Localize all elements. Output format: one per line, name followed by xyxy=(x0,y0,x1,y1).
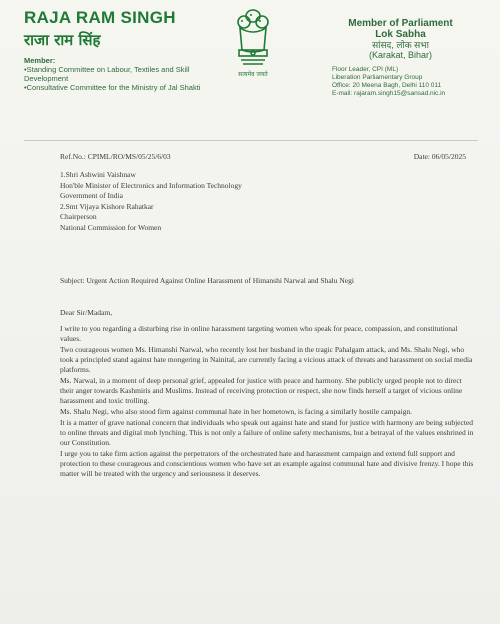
recipient-line: 1.Shri Ashwini Vaishnaw xyxy=(60,170,136,179)
body-paragraph: Ms. Narwal, in a moment of deep personal grief, appealed for justice with peace and harmony. She publicly urged people not to direct their anger towards Kashmiris and Muslims. Instead of receiving protection or respect, she now finds herself a target of vicious online harassment and toxic trolling. xyxy=(60,376,463,405)
mp-name-english: RAJA RAM SINGH xyxy=(24,8,176,27)
letter-subject: Subject: Urgent Action Required Against Online Harassment of Himanshi Narwal and Shalu Negi xyxy=(60,276,354,285)
mp-title: Member of Parliament xyxy=(348,18,453,29)
member-label: Member: xyxy=(24,56,56,65)
recipient-line: Hon'ble Minister of Electronics and Information Technology xyxy=(60,180,242,190)
header-divider xyxy=(24,140,478,141)
recipient-line: National Commission for Women xyxy=(60,222,162,232)
committee-item: •Standing Committee on Labour, Textiles and Skill Development xyxy=(24,65,190,83)
recipient-line: Government of India xyxy=(60,191,123,200)
parliamentary-group: Liberation Parliamentary Group xyxy=(332,74,423,81)
email-address: E-mail: rajaram.singh15@sansad.nic.in xyxy=(332,90,446,97)
contact-block xyxy=(318,66,483,98)
letterhead-right xyxy=(318,18,483,98)
body-paragraph: I write to you regarding a disturbing rise in online harassment targeting women who speak for peace, compassion, and constitutional values. xyxy=(60,324,458,343)
mp-name-hindi: राजा राम सिंह xyxy=(24,31,101,49)
body-paragraph: I urge you to take firm action against the perpetrators of the orchestrated hate and harassment campaign and extend full support and protection to these courageous and conscientious women who have set an example against communal hate and divisive frenzy. I hope this matter will be treated with the urgency and seriousness it deserves. xyxy=(60,449,474,478)
recipient-line: Chairperson xyxy=(60,212,97,221)
constituency: (Karakat, Bihar) xyxy=(368,50,433,60)
mp-title-hindi: सांसद, लोक सभा xyxy=(372,40,429,50)
salutation: Dear Sir/Madam, xyxy=(60,308,113,317)
body-paragraph: Ms. Shalu Negi, who also stood firm against communal hate in her hometown, is facing a similarly hostile campaign. xyxy=(60,407,413,416)
house-name: Lok Sabha xyxy=(375,29,426,40)
body-paragraph: Two courageous women Ms. Himanshi Narwal, who recently lost her husband in the tragic Pahalgam attack, and Ms. Shalu Negi, who took a principled stand against hate mongering in Nainital, are currently facing a vicious attack of threats and harassment on social media platforms. xyxy=(60,345,473,374)
letter-date: Date: 06/05/2025 xyxy=(413,152,466,161)
recipient-address xyxy=(60,170,420,233)
national-emblem-icon xyxy=(233,6,273,78)
office-address: Office: 20 Meena Bagh, Delhi 110 011 xyxy=(332,82,442,89)
recipient-line: 2.Smt Vijaya Kishore Rahatkar xyxy=(60,201,154,211)
reference-number: Ref.No.: CPIML/RO/MS/05/25/6/03 xyxy=(60,152,171,161)
reference-row xyxy=(60,152,466,161)
committee-memberships xyxy=(24,56,224,92)
body-paragraph: It is a matter of grave national concern that individuals who speak out against hate and stand for justice with harmony are being subjected to online threats and digital mob lynching. This is not only a failure of online safety mechanisms, but a betrayal of the values enshrined in our Constitution. xyxy=(60,418,474,447)
emblem-caption: सत्यमेव जयते xyxy=(238,71,268,78)
committee-item: •Consultative Committee for the Ministry of Jal Shakti xyxy=(24,83,201,92)
letter-body xyxy=(60,324,474,480)
letterhead-left xyxy=(24,8,224,92)
party-role: Floor Leader, CPI (ML) xyxy=(332,66,399,73)
